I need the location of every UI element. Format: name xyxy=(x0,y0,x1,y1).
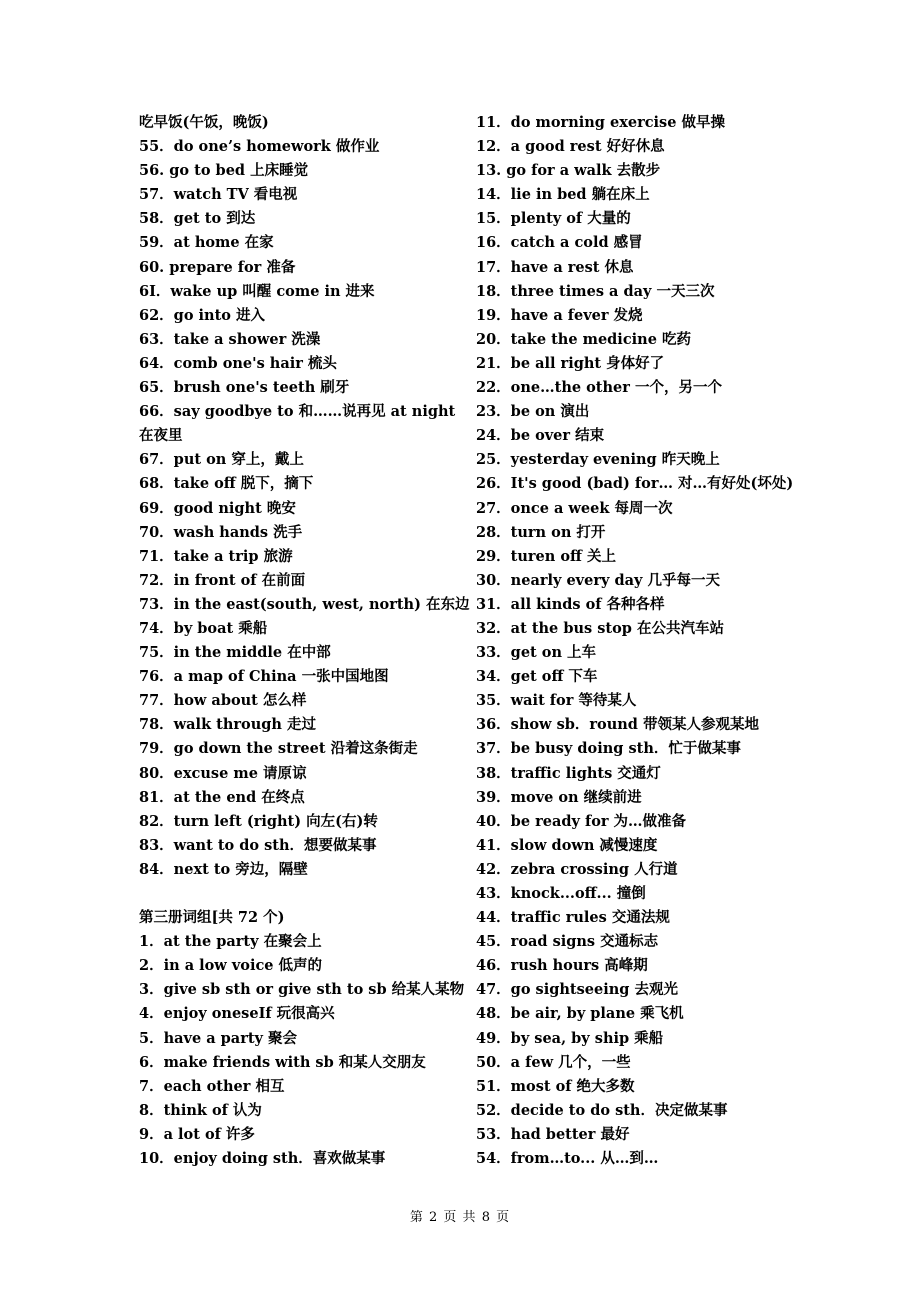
phrase-line: 10．enjoy doing sth．喜欢做某事 xyxy=(139,1150,386,1168)
phrase-line: 39．move on 继续前进 xyxy=(476,788,642,806)
blank-line xyxy=(139,882,459,906)
phrase-line: 37．be busy doing sth．忙于做某事 xyxy=(476,740,741,758)
phrase-line: 82．turn left (right) 向左(右)转 xyxy=(139,812,378,830)
phrase-line: 11．do morning exercise 做早操 xyxy=(476,114,725,131)
phrase-line: 34．get off 下车 xyxy=(476,668,598,686)
phrase-line: 3．give sb sth or give sth to sb 给某人某物 xyxy=(139,981,465,999)
phrase-line: 2．in a low voice 低声的 xyxy=(139,957,323,975)
right-column xyxy=(476,111,796,1171)
phrase-line: 40．be ready for 为…做准备 xyxy=(476,812,687,830)
phrase-line: 58．get to 到达 xyxy=(139,210,256,228)
phrase-line: 23．be on 演出 xyxy=(476,403,590,421)
phrase-line: 84．next to 旁边，隔壁 xyxy=(139,860,308,878)
phrase-line: 60. prepare for 准备 xyxy=(139,258,296,276)
phrase-line: 50．a few 几个，一些 xyxy=(476,1053,631,1071)
phrase-line: 9．a lot of 许多 xyxy=(139,1125,255,1143)
phrase-line: 43．knock...off... 撞倒 xyxy=(476,885,646,902)
phrase-line: 33．get on 上车 xyxy=(476,644,597,662)
phrase-line: 19．have a fever 发烧 xyxy=(476,306,643,324)
phrase-line: 42．zebra crossing 人行道 xyxy=(476,860,678,878)
phrase-line: 46．rush hours 高峰期 xyxy=(476,957,648,975)
phrase-line: 62．go into 进入 xyxy=(139,306,266,324)
phrase-line: 25．yesterday evening 昨天晚上 xyxy=(476,451,720,469)
phrase-line: 78．walk through 走过 xyxy=(139,716,316,734)
phrase-line: 41．slow down 减慢速度 xyxy=(476,836,658,854)
phrase-line: 56. go to bed 上床睡觉 xyxy=(139,162,309,180)
phrase-line: 6．make friends with sb 和某人交朋友 xyxy=(139,1053,426,1071)
phrase-line: 64．comb one's hair 梳头 xyxy=(139,354,337,372)
phrase-line: 81．at the end 在终点 xyxy=(139,788,305,806)
phrase-line: 52．decide to do sth．决定做某事 xyxy=(476,1101,728,1119)
phrase-line: 70．wash hands 洗手 xyxy=(139,523,303,541)
phrase-line: 71．take a trip 旅游 xyxy=(139,547,293,565)
phrase-line: 17．have a rest 休息 xyxy=(476,258,634,276)
phrase-line: 73．in the east(south, west, north) 在东边 xyxy=(139,595,470,613)
phrase-line: 26．It's good (bad) for… 对…有好处(坏处) xyxy=(476,475,794,493)
phrase-line: 22．one…the other 一个，另一个 xyxy=(476,379,722,397)
phrase-line: 74．by boat 乘船 xyxy=(139,619,268,637)
phrase-line: 31．all kinds of 各种各样 xyxy=(476,595,665,613)
phrase-line: 72．in front of 在前面 xyxy=(139,571,306,589)
phrase-line: 24．be over 结束 xyxy=(476,427,605,445)
phrase-line: 第三册词组[共 72 个) xyxy=(139,909,285,927)
phrase-line: 83．want to do sth．想要做某事 xyxy=(139,836,377,854)
phrase-line: 55．do one’s homework 做作业 xyxy=(139,138,380,156)
phrase-line: 7．each other 相互 xyxy=(139,1077,285,1095)
phrase-line: 16．catch a cold 感冒 xyxy=(476,234,643,252)
phrase-line: 54．from…to... 从…到… xyxy=(476,1150,659,1168)
left-column xyxy=(139,111,470,1171)
phrase-line: 69．good night 晚安 xyxy=(139,499,296,517)
phrase-line: 79．go down the street 沿着这条街走 xyxy=(139,740,418,758)
phrase-line: 63．take a shower 洗澡 xyxy=(139,330,321,348)
phrase-line: 36．show sb．round 带领某人参观某地 xyxy=(476,716,759,734)
phrase-line: 18．three times a day 一天三次 xyxy=(476,282,715,300)
phrase-line: 14．lie in bed 躺在床上 xyxy=(476,186,650,204)
phrase-line: 44．traffic rules 交通法规 xyxy=(476,909,670,927)
phrase-line: 75．in the middle 在中部 xyxy=(139,644,331,662)
phrase-line: 28．turn on 打开 xyxy=(476,523,606,541)
phrase-line: 27．once a week 每周一次 xyxy=(476,499,673,517)
phrase-line: 13. go for a walk 去散步 xyxy=(476,162,661,180)
phrase-line: 20．take the medicine 吃药 xyxy=(476,330,691,348)
phrase-line: 66．say goodbye to 和……说再见 at night 在夜里 xyxy=(139,403,456,445)
phrase-line: 77．how about 怎么样 xyxy=(139,692,307,710)
phrase-line: 5．have a party 聚会 xyxy=(139,1029,298,1047)
phrase-line: 51．most of 绝大多数 xyxy=(476,1077,635,1095)
phrase-line: 38．traffic lights 交通灯 xyxy=(476,764,661,782)
phrase-line: 45．road signs 交通标志 xyxy=(476,933,659,951)
phrase-line: 47．go sightseeing 去观光 xyxy=(476,981,678,999)
phrase-line: 67．put on 穿上，戴上 xyxy=(139,451,304,469)
phrase-line: 59．at home 在家 xyxy=(139,234,274,252)
phrase-line: 15．plenty of 大量的 xyxy=(476,210,631,228)
phrase-line: 1．at the party 在聚会上 xyxy=(139,933,322,951)
phrase-line: 8．think of 认为 xyxy=(139,1101,262,1119)
page-footer: 第 2 页 共 8 页 xyxy=(409,1210,511,1225)
phrase-line: 6I．wake up 叫醒 come in 进来 xyxy=(139,282,375,300)
phrase-line: 57．watch TV 看电视 xyxy=(139,186,298,204)
phrase-line: 12．a good rest 好好休息 xyxy=(476,138,665,156)
phrase-line: 29．turen off 关上 xyxy=(476,547,616,565)
phrase-line: 49．by sea, by ship 乘船 xyxy=(476,1029,664,1047)
phrase-line: 21．be all right 身体好了 xyxy=(476,354,665,372)
phrase-line: 76．a map of China 一张中国地图 xyxy=(139,668,389,686)
phrase-line: 30．nearly every day 几乎每一天 xyxy=(476,571,720,589)
phrase-line: 4．enjoy oneseIf 玩很高兴 xyxy=(139,1005,335,1023)
phrase-line: 53．had better 最好 xyxy=(476,1125,630,1143)
phrase-line: 吃早饭(午饭，晚饭) xyxy=(139,114,269,131)
phrase-line: 65．brush one's teeth 刷牙 xyxy=(139,379,350,397)
phrase-line: 35．wait for 等待某人 xyxy=(476,692,637,710)
phrase-line: 48．be air, by plane 乘飞机 xyxy=(476,1005,684,1023)
phrase-line: 68．take off 脱下，摘下 xyxy=(139,475,314,493)
phrase-line: 80．excuse me 请原谅 xyxy=(139,764,307,782)
phrase-line: 32．at the bus stop 在公共汽车站 xyxy=(476,619,724,637)
